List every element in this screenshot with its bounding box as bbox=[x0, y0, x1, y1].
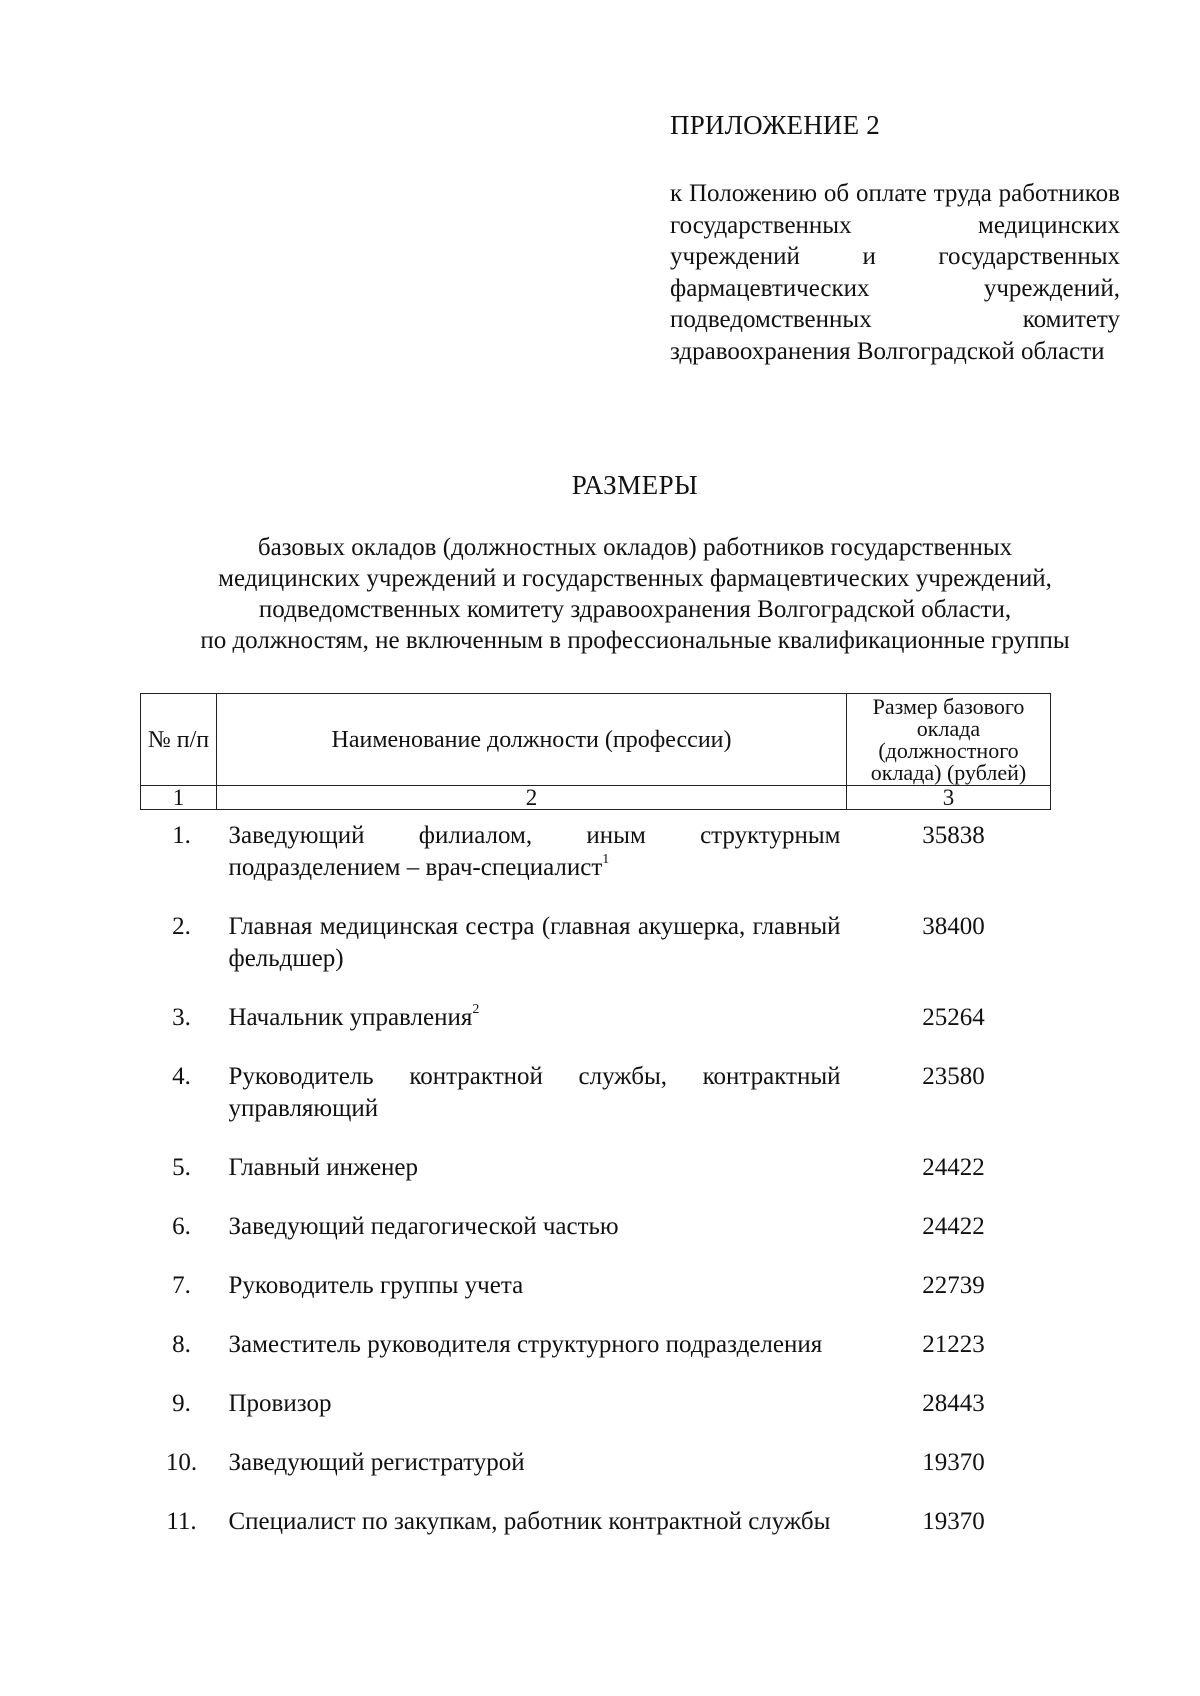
table-row bbox=[141, 1260, 1051, 1319]
subtitle-line: подведомственных комитету здравоохранения Волгоградской области, bbox=[258, 596, 1012, 623]
row-number: 2. bbox=[172, 913, 191, 940]
column-number-1: 1 bbox=[141, 786, 217, 810]
table-row bbox=[141, 1201, 1051, 1260]
salary-table bbox=[140, 693, 1051, 1555]
header-salary: Размер базового оклада (должностного оклада) (рублей) bbox=[847, 694, 1051, 786]
row-number: 10. bbox=[165, 1449, 198, 1476]
header-position: Наименование должности (профессии) bbox=[217, 694, 847, 786]
row-number: 6. bbox=[172, 1213, 191, 1240]
salary-value: 35838 bbox=[922, 822, 985, 849]
salary-value: 22739 bbox=[922, 1272, 985, 1299]
salary-value: 23580 bbox=[922, 1063, 985, 1090]
column-number-3: 3 bbox=[847, 786, 1051, 810]
position-name bbox=[217, 1378, 847, 1437]
row-number: 5. bbox=[172, 1154, 191, 1181]
table-row bbox=[141, 1142, 1051, 1201]
subtitle-line: медицинских учреждений и государственных фармацевтических учреждений, bbox=[218, 565, 1052, 592]
position-text: Руководитель группы учета bbox=[228, 1272, 524, 1299]
document-subtitle bbox=[140, 532, 1130, 656]
subtitle-line: базовых окладов (должностных окладов) работников государственных bbox=[257, 534, 1013, 561]
table-row bbox=[141, 1378, 1051, 1437]
footnote-marker: 1 bbox=[602, 852, 610, 867]
header-number: № п/п bbox=[141, 694, 217, 786]
position-text: Главная медицинская сестра (главная акушерка, главный фельдшер) bbox=[228, 913, 841, 972]
table-header-row bbox=[141, 694, 1051, 786]
position-name bbox=[217, 1201, 847, 1260]
column-number-2: 2 bbox=[217, 786, 847, 810]
salary-value: 21223 bbox=[922, 1331, 985, 1358]
salary-value: 19370 bbox=[922, 1449, 985, 1476]
row-number: 3. bbox=[172, 1004, 191, 1031]
position-name bbox=[217, 1260, 847, 1319]
table-body bbox=[141, 810, 1051, 1556]
footnote-marker: 2 bbox=[472, 1002, 480, 1017]
position-text: Специалист по закупкам, работник контрактной службы bbox=[228, 1508, 831, 1535]
position-text: Главный инженер bbox=[228, 1154, 419, 1181]
row-number: 1. bbox=[172, 822, 191, 849]
salary-value: 28443 bbox=[922, 1390, 985, 1417]
appendix-reference: к Положению об оплате труда работников государственных медицинских учреждений и государственных фармацевтических учреждений, подведомственных комитету здравоохранения Волгоградской области bbox=[670, 180, 1120, 365]
salary-value: 24422 bbox=[922, 1154, 985, 1181]
row-number: 4. bbox=[172, 1063, 191, 1090]
position-text: Руководитель контрактной службы, контрактный управляющий bbox=[228, 1063, 841, 1122]
position-text: Заведующий педагогической частью bbox=[228, 1213, 619, 1240]
position-name bbox=[217, 1496, 847, 1555]
position-name bbox=[217, 1142, 847, 1201]
position-name bbox=[217, 992, 847, 1051]
table-row bbox=[141, 1437, 1051, 1496]
table-row bbox=[141, 810, 1051, 902]
salary-value: 38400 bbox=[922, 913, 985, 940]
position-text: Начальник управления bbox=[228, 1004, 473, 1031]
position-text: Заместитель руководителя структурного подразделения bbox=[228, 1331, 823, 1358]
row-number: 11. bbox=[166, 1508, 197, 1535]
row-number: 7. bbox=[172, 1272, 191, 1299]
appendix-title: ПРИЛОЖЕНИЕ 2 bbox=[670, 110, 880, 140]
table-row bbox=[141, 901, 1051, 992]
subtitle-line: по должностям, не включенным в профессиональные квалификационные группы bbox=[200, 627, 1070, 654]
position-text: Провизор bbox=[228, 1390, 332, 1417]
row-number: 8. bbox=[172, 1331, 191, 1358]
row-number: 9. bbox=[172, 1390, 191, 1417]
table-row bbox=[141, 1496, 1051, 1555]
position-text: Заведующий регистратурой bbox=[228, 1449, 525, 1476]
position-name bbox=[217, 1437, 847, 1496]
document-title: РАЗМЕРЫ bbox=[571, 470, 699, 500]
column-numbers-row bbox=[141, 786, 1051, 810]
position-name bbox=[217, 810, 847, 902]
position-name bbox=[217, 1319, 847, 1378]
salary-value: 19370 bbox=[922, 1508, 985, 1535]
table-row bbox=[141, 1319, 1051, 1378]
position-name bbox=[217, 1051, 847, 1142]
position-name bbox=[217, 901, 847, 992]
table-row bbox=[141, 992, 1051, 1051]
position-text: Заведующий филиалом, иным структурным подразделением – врач-специалист bbox=[228, 822, 841, 881]
table-row bbox=[141, 1051, 1051, 1142]
salary-value: 25264 bbox=[922, 1004, 985, 1031]
salary-value: 24422 bbox=[922, 1213, 985, 1240]
